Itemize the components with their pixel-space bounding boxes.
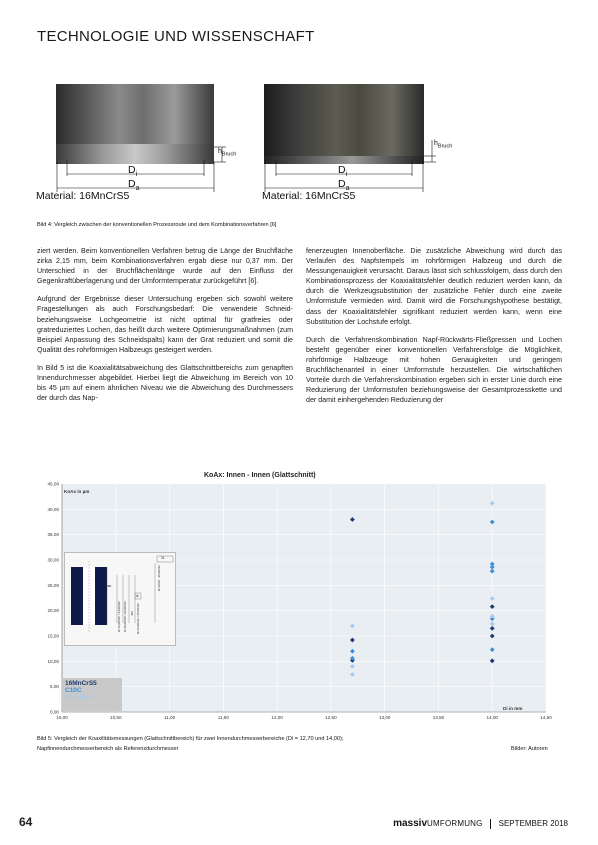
figure-5 xyxy=(36,472,558,722)
x-tick-label: 12,50 xyxy=(325,715,337,720)
label-hbruch-left: $h_{Bruch}$ xyxy=(218,148,237,158)
inset-label-dim2: Ø 23,00mm / 25,00mm xyxy=(136,603,140,634)
body-column-1 xyxy=(37,246,293,411)
y-tick-label: 40,00 xyxy=(47,506,59,512)
y-tick-label: 20,00 xyxy=(47,608,59,614)
material-label-right: Material: 16MnCrS5 xyxy=(262,190,356,202)
y-tick-label: 35,00 xyxy=(47,532,59,538)
brand-light: UMFORMUNG xyxy=(427,819,483,828)
dimension-lines-right xyxy=(36,82,556,202)
y-tick-label: 25,00 xyxy=(47,582,59,588)
inset-drawing xyxy=(64,552,176,646)
y-tick-label: 5,00 xyxy=(50,684,59,690)
x-axis-label: Di in mm xyxy=(503,706,523,711)
figure-5-credit: Bilder: Autoren xyxy=(511,746,548,752)
label-di-right: $D_i$ xyxy=(338,164,348,179)
y-axis-label: KoAx in µm xyxy=(64,489,90,494)
y-tick-label: 30,00 xyxy=(47,557,59,563)
x-tick-label: 14,50 xyxy=(540,715,552,720)
x-tick-label: 13,00 xyxy=(378,715,391,720)
chart-legend xyxy=(62,678,122,711)
y-tick-label: 45,00 xyxy=(47,481,59,487)
label-da-right: $D_a$ xyxy=(338,178,350,193)
section-title: TECHNOLOGIE UND WISSENSCHAFT xyxy=(37,28,315,45)
figure-4-caption: Bild 4: Vergleich zwischen der konventionellen Prozessroute und dem Kombinationsverfahren [6] xyxy=(37,222,277,228)
paragraph: Aufgrund der Ergebnisse dieser Untersuchung ergeben sich sowohl weitere Fragestellungen als auch Forschungsbedarf: Die verwendete Schneid- beziehungsweise Lochgeometrie ist nicht optimal für gratfreies oder gratreduziertes Lochen, das heißt durch weitere Optimierungsmaßnahmen (zum Beispiel Anpassung des Schneidspalts) kann der Grat reduziert und somit die Qualität des rohrförmigen Halbzeugs gesteigert werden. xyxy=(37,295,293,354)
label-hbruch-right: $h_{Bruch}$ xyxy=(434,140,453,150)
inset-label-dim1: Ø 30,00 - 35,00mm xyxy=(157,565,161,591)
y-tick-label: 0,00 xyxy=(50,709,59,715)
figure-5-caption-line2: Napfinnendurchmesserbereich als Referenzdurchmesser xyxy=(37,746,179,752)
brand-bold: massiv xyxy=(393,818,428,829)
label-da-left: $D_a$ xyxy=(128,178,140,193)
label-di-left: $D_i$ xyxy=(128,164,138,179)
x-tick-label: 11,00 xyxy=(163,715,176,720)
footer-brand xyxy=(393,818,568,829)
paragraph: In Bild 5 ist die Koaxialitätsabweichung des Glattschnittbereichs zum genapften Innendurchmesser abgebildet. Hierbei liegt die Abweichung im Bereich von 10 bis 45 µm auf einem ähnlichen Niveau wie die Abweichung des Durchmessers der durch das Nap- xyxy=(37,363,293,403)
body-column-2 xyxy=(306,246,562,413)
inset-label-dim4: Ø 13,00mm / 14,00mm xyxy=(117,601,121,632)
legend-item-c10c: C10C xyxy=(65,687,82,694)
x-tick-label: 14,00 xyxy=(486,715,498,720)
paragraph: ziert werden. Beim konventionellen Verfahren betrug die Länge der Bruchfläche zirka 2,15 mm, beim Kombinationsverfahren ergab diese nur 0,37 mm. Der Unterschied in der Bruchflächenlänge wurde auf den Einfluss der Gegenkraftüberlagerung und der Umformtemperatur zurückgeführt [6]. xyxy=(37,247,293,286)
y-tick-label: 15,00 xyxy=(47,633,59,639)
legend-item-42crmo4: 42CrMo4 xyxy=(65,694,93,701)
x-tick-label: 13,50 xyxy=(432,715,445,720)
inset-label-dim5: ØA xyxy=(130,611,134,616)
figure-4 xyxy=(36,82,556,212)
x-tick-label: 11,50 xyxy=(217,715,229,720)
page-number: 64 xyxy=(19,815,33,829)
legend-item-16mncrs5: 16MnCrS5 xyxy=(65,680,97,687)
chart-title: KoAx: Innen - Innen (Glattschnitt) xyxy=(204,472,316,479)
x-tick-label: 10,00 xyxy=(56,715,68,720)
inset-label-11: 11 xyxy=(161,556,165,560)
inset-label-a: A xyxy=(136,593,139,598)
x-tick-label: 10,50 xyxy=(110,715,122,720)
paragraph: Durch die Verfahrenskombination Napf-Rückwärts-Fließpressen und Lochen besteht gegenüber einer konventionellen Verfahrensfolge die Möglichkeit, rohrförmige Halbzeuge mit hohen Genauigkeiten und geringem Bruchflächenanteil in einer Umformstufe herzustellen. Die wirtschaftlichen Vorteile durch die Verfahrenskombination ergeben sich in erster Linie durch eine Reduzierung der Umformstufen beziehungsweise der Gesamtprozesskette und der damit einhergehenden Reduzierung der xyxy=(306,335,562,405)
x-tick-label: 12,00 xyxy=(271,715,283,720)
paragraph: fenerzeugten Innenoberfläche. Die zusätzliche Abweichung wird durch das Verlaufen des Napfstempels im rohrförmigen Halbzeug und durch die Messungenauigkeit verursacht. Daraus lässt sich schlussfolgern, dass durch den Kombinationsprozess der Koaxialitätsfehler deutlich reduziert werden kann, da durch die Werkzeugsubstitution der zusätzliche Fehler durch eine zweite Umformstufe vermieden wird. Damit wird die Forschungshypothese bestätigt, dass der Koaxialitätsfehler signifikant reduziert werden kann, wenn eine Substitution der Lochstufe erfolgt. xyxy=(306,247,562,326)
material-label-left: Material: 16MnCrS5 xyxy=(36,190,130,202)
y-tick-label: 10,00 xyxy=(47,658,59,664)
figure-5-caption: Bild 5: Vergleich der Koaxilitätsmessungen (Glattschnittbereich) für zwei Innendurchmesserbereiche (Di = 12,70 und 14,00); xyxy=(37,736,344,742)
inset-label-dim3: Ø 20,00mm / 22,00mm xyxy=(123,601,127,632)
footer-separator xyxy=(490,819,491,829)
issue-date: SEPTEMBER 2018 xyxy=(498,819,568,828)
